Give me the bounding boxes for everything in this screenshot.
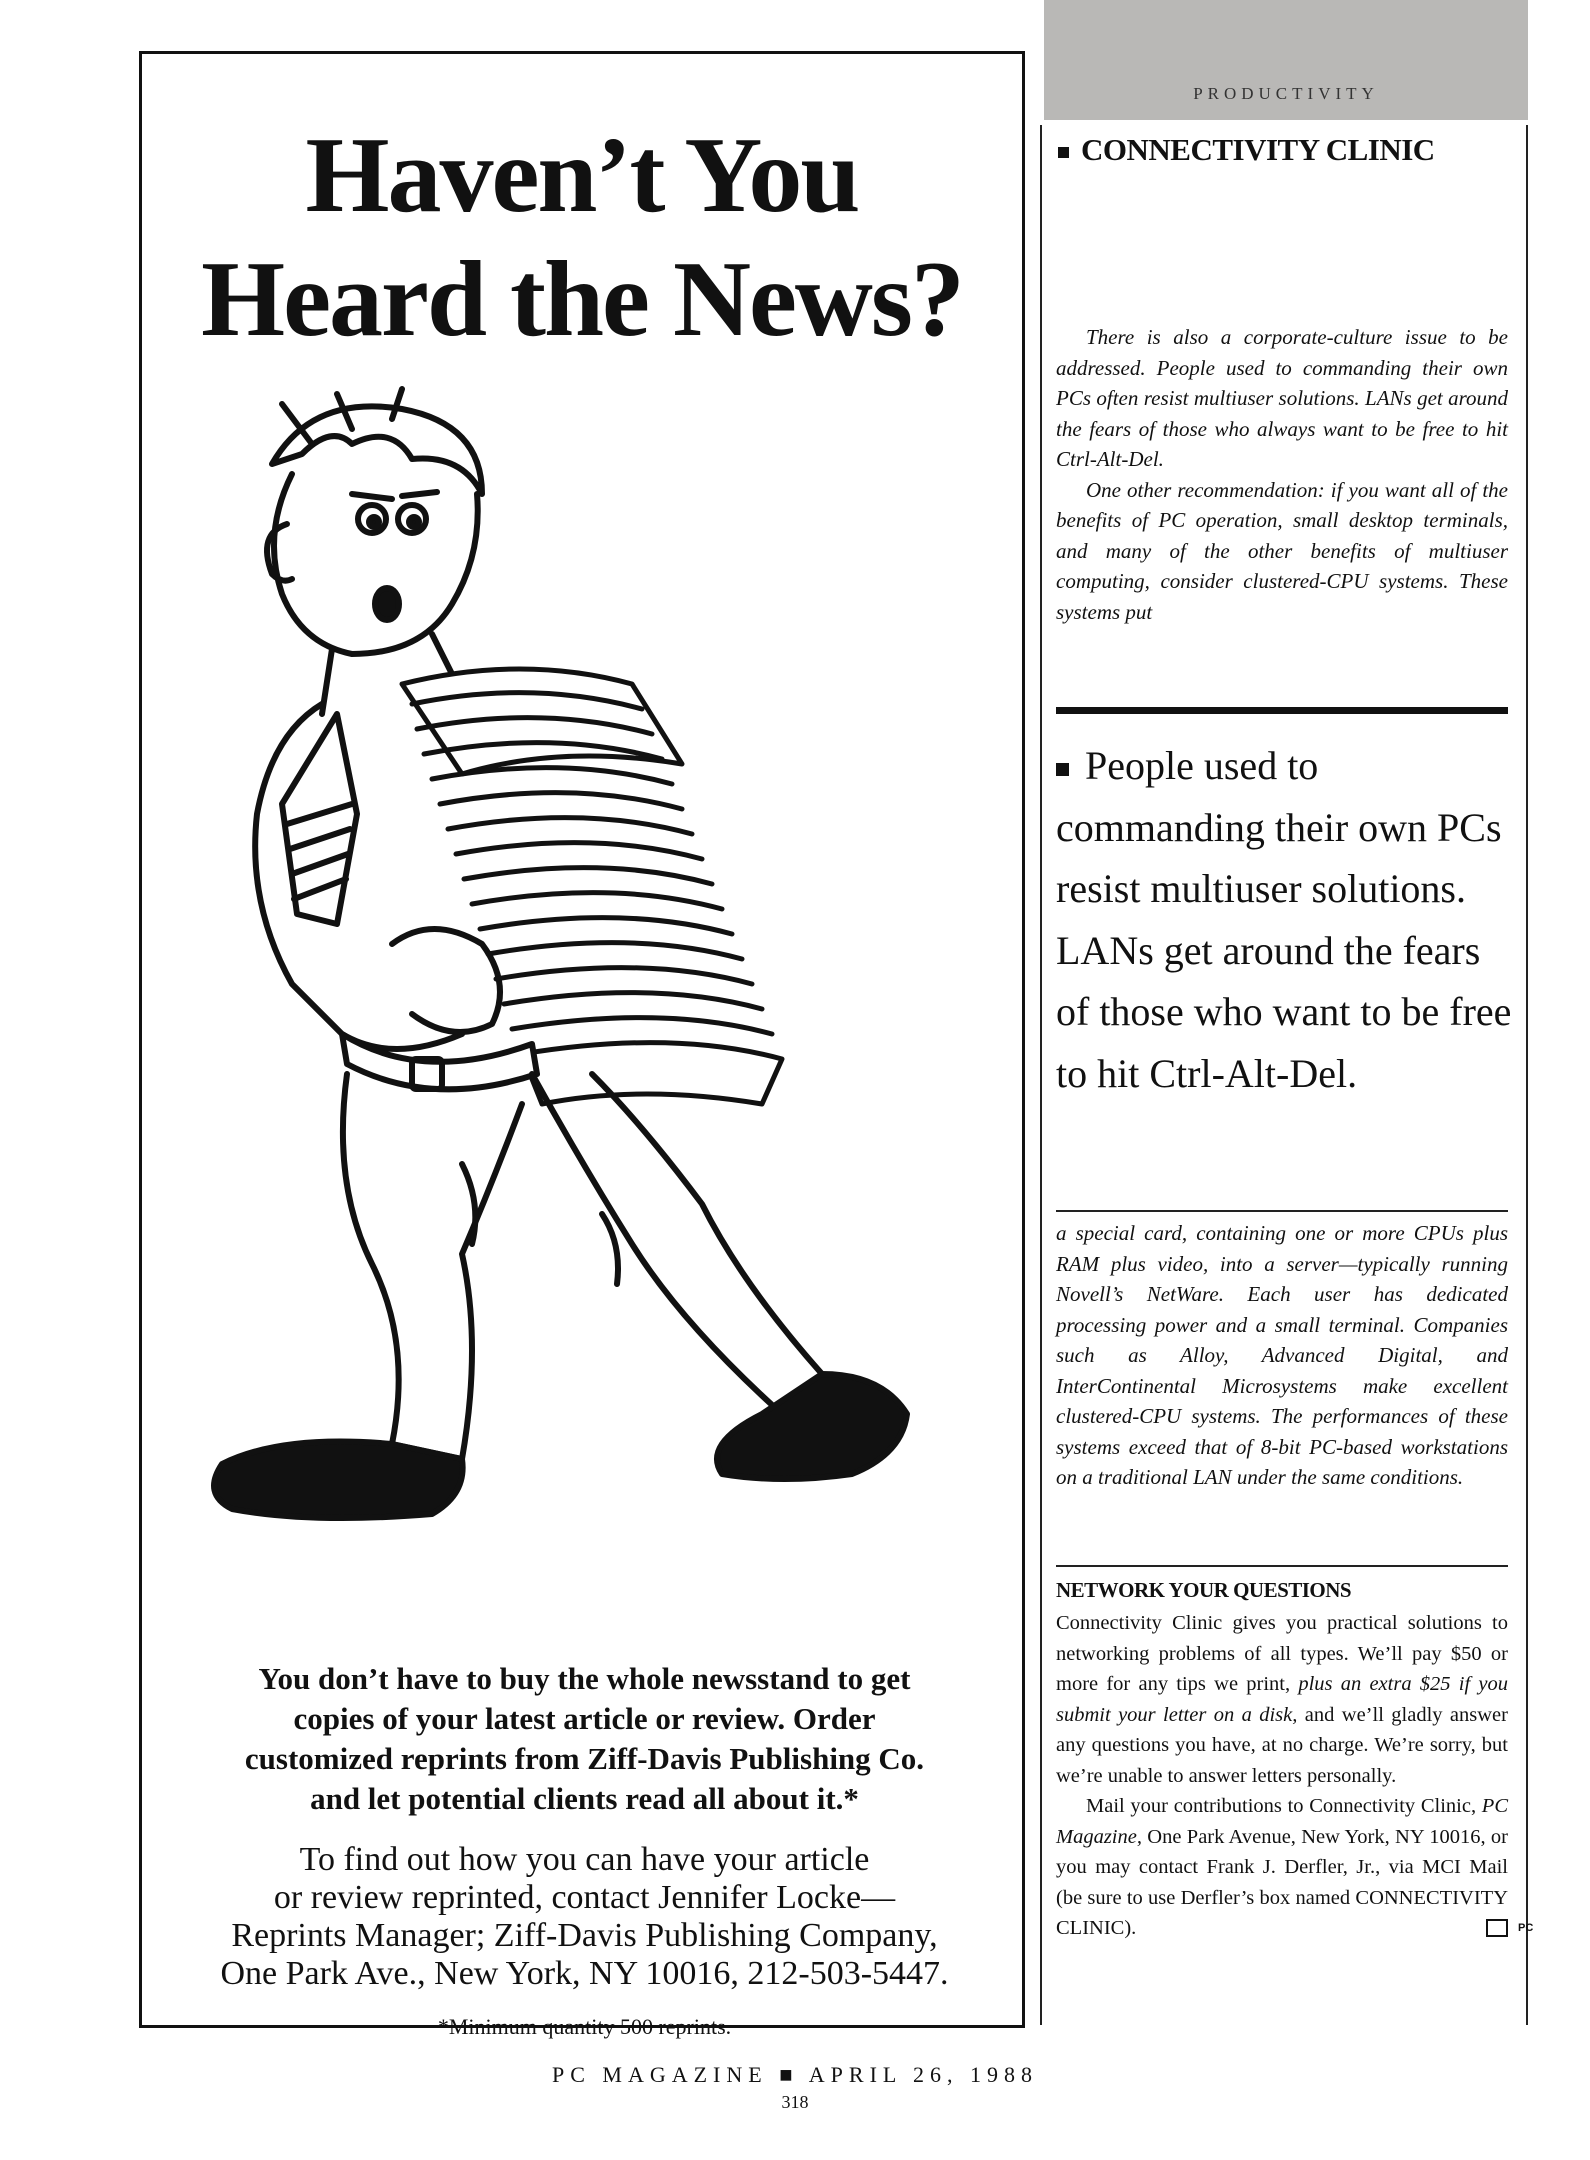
bullet-square-icon xyxy=(1056,763,1069,776)
paragraph xyxy=(1056,1791,1534,1944)
section-label: PRODUCTIVITY xyxy=(1193,84,1379,103)
network-questions-heading: NETWORK YOUR QUESTIONS xyxy=(1056,1578,1352,1602)
pc-end-mark-icon: PC xyxy=(1486,1919,1508,1937)
ad-contact-line: To find out how you can have your article xyxy=(299,1841,870,1878)
man-carrying-magazines-illustration xyxy=(162,384,1007,1624)
text-run-italic: plus an extra $25 if you submit your letter on a disk, xyxy=(1056,1673,1508,1726)
text-run-italic: PC Magazine, xyxy=(1056,1795,1508,1848)
page-number: 318 xyxy=(781,2092,809,2112)
ad-contact-line: One Park Ave., New York, NY 10016, 212-503-5447. xyxy=(220,1955,949,1992)
ad-headline-line-2: Heard the News? xyxy=(201,240,963,359)
bullet-square-icon xyxy=(1058,147,1069,158)
column-title-text: CONNECTIVITY CLINIC xyxy=(1081,132,1435,167)
pull-quote-text: People used to commanding their own PCs resist multiuser solutions. LANs get around the fears of those who want to be free to hit Ctrl-Alt-Del. xyxy=(1056,743,1512,1096)
text-run: and we’ll gladly answer any questions you have, at no charge. We’re sorry, but we’re unable to answer letters personally. xyxy=(1056,1703,1508,1787)
ad-body-line: and let potential clients read all about it.* xyxy=(310,1781,859,1816)
reprints-advertisement xyxy=(139,51,1025,2039)
column-rule xyxy=(1040,125,1042,2025)
divider xyxy=(1056,1565,1508,1567)
column-intro-text xyxy=(1056,322,1508,627)
divider xyxy=(1056,1210,1508,1212)
network-questions-body xyxy=(1056,1608,1534,1944)
column-continued-text xyxy=(1056,1218,1508,1493)
ad-body-copy xyxy=(162,1659,1007,1819)
text-run: One Park Avenue, New York, NY 10016, or you may contact Frank J. Derfler, Jr., via MCI Mail (be sure to use Derfler’s box named CONNECTIVITY CLINIC). xyxy=(1056,1825,1508,1939)
paragraph: One other recommendation: if you want all of the benefits of PC operation, small desktop terminals, and many of the other benefits of multiuser computing, consider clustered-CPU systems. These systems put xyxy=(1056,477,1508,624)
paragraph: There is also a corporate-culture issue to be addressed. People used to commanding their own PCs often resist multiuser solutions. LANs get around the fears of those who always want to be free to hit Ctrl-Alt-Del. xyxy=(1056,325,1508,471)
ad-contact-info xyxy=(162,1841,1007,1993)
paragraph: a special card, containing one or more CPUs plus RAM plus video, into a server—typically running Novell’s NetWare. Each user has dedicated processing power and a small terminal. Companies such as Alloy, Advanced Digital, and InterContinental Microsystems make excellent clustered-CPU systems. The performances of these systems exceed that of 8-bit PC-based workstations on a traditional LAN under the same conditions. xyxy=(1056,1221,1508,1489)
ad-body-line: You don’t have to buy the whole newsstand to get xyxy=(258,1661,911,1696)
ad-headline xyxy=(142,114,1022,362)
text-run: Mail your contributions to Connectivity Clinic, xyxy=(1086,1795,1482,1817)
paragraph xyxy=(1056,1608,1508,1791)
pull-quote-rule xyxy=(1056,707,1508,714)
column-rule xyxy=(1526,125,1528,2025)
footer-masthead: PC MAGAZINE ■ APRIL 26, 1988 xyxy=(551,2062,1039,2087)
ad-body-line: copies of your latest article or review. Order xyxy=(293,1701,876,1736)
pull-quote xyxy=(1056,735,1518,1104)
ad-contact-line: or review reprinted, contact Jennifer Locke— xyxy=(273,1879,896,1916)
ad-body-line: customized reprints from Ziff-Davis Publishing Co. xyxy=(244,1741,925,1776)
column-title xyxy=(1058,132,1518,168)
ad-footnote: *Minimum quantity 500 reprints. xyxy=(437,2014,732,2039)
ad-contact-line: Reprints Manager; Ziff-Davis Publishing Company, xyxy=(231,1917,938,1954)
text-run: Connectivity Clinic gives you practical solutions to networking problems of all types. We’ll pay $50 or more for any tips we print, xyxy=(1056,1612,1508,1695)
ad-headline-line-1: Haven’t You xyxy=(305,116,859,235)
